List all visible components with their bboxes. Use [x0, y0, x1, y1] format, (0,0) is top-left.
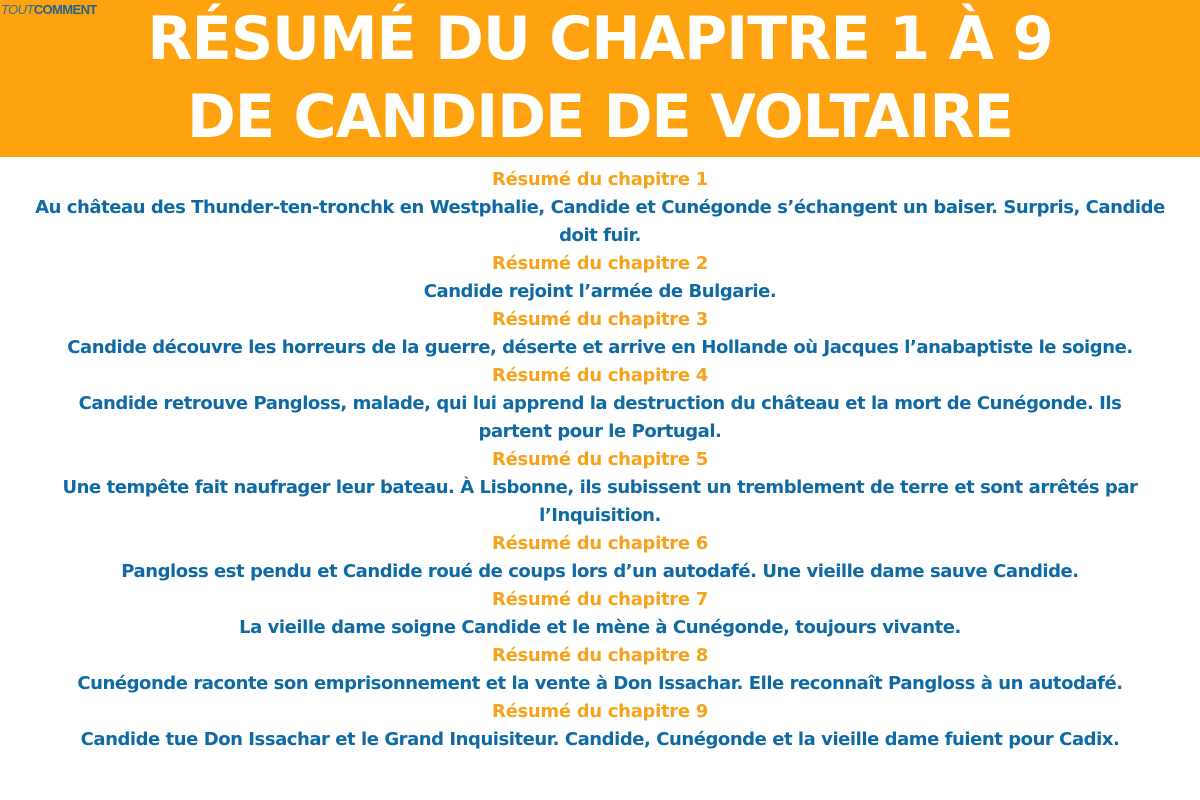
title-line-2: DE CANDIDE DE VOLTAIRE: [187, 82, 1013, 152]
header-banner: [0, 0, 1200, 157]
chapter-entry-2: [0, 250, 1200, 306]
title-line-1: RÉSUMÉ DU CHAPITRE 1 À 9: [147, 4, 1053, 74]
chapter-summary: Candide tue Don Issachar et le Grand Inquisiteur. Candide, Cunégonde et la vieille dame fuient pour Cadix.: [80, 729, 1120, 750]
chapter-entry-1: [0, 166, 1200, 250]
chapter-entry-3: [0, 306, 1200, 362]
page-title: [0, 0, 1200, 156]
logo-part-tout: TOUT: [1, 2, 34, 17]
chapter-heading: Résumé du chapitre 8: [492, 645, 708, 666]
chapter-summary: Au château des Thunder-ten-tronchk en Westphalie, Candide et Cunégonde s’échangent un baiser. Surpris, Candide doit fuir.: [35, 197, 1165, 246]
chapter-entry-8: [0, 642, 1200, 698]
chapter-entry-5: [0, 446, 1200, 530]
chapter-heading: Résumé du chapitre 4: [492, 365, 708, 386]
chapter-summaries: [0, 166, 1200, 754]
chapter-summary: Pangloss est pendu et Candide roué de coups lors d’un autodafé. Une vieille dame sauve Candide.: [121, 561, 1079, 582]
logo-part-comment: COMMENT: [33, 2, 97, 17]
chapter-entry-7: [0, 586, 1200, 642]
chapter-heading: Résumé du chapitre 2: [492, 253, 708, 274]
chapter-entry-9: [0, 698, 1200, 754]
chapter-summary: Candide retrouve Pangloss, malade, qui lui apprend la destruction du château et la mort de Cunégonde. Ils partent pour le Portugal.: [78, 393, 1122, 442]
chapter-summary: Cunégonde raconte son emprisonnement et la vente à Don Issachar. Elle reconnaît Pangloss à un autodafé.: [77, 673, 1123, 694]
chapter-heading: Résumé du chapitre 6: [492, 533, 708, 554]
chapter-summary: Candide découvre les horreurs de la guerre, déserte et arrive en Hollande où Jacques l’anabaptiste le soigne.: [67, 337, 1133, 358]
chapter-heading: Résumé du chapitre 7: [492, 589, 708, 610]
chapter-entry-6: [0, 530, 1200, 586]
chapter-summary: Une tempête fait naufrager leur bateau. À Lisbonne, ils subissent un tremblement de terre et sont arrêtés par l’Inquisition.: [62, 477, 1138, 526]
chapter-heading: Résumé du chapitre 1: [492, 169, 708, 190]
chapter-summary: La vieille dame soigne Candide et le mène à Cunégonde, toujours vivante.: [239, 617, 961, 638]
chapter-summary: Candide rejoint l’armée de Bulgarie.: [423, 281, 777, 302]
chapter-heading: Résumé du chapitre 3: [492, 309, 708, 330]
chapter-heading: Résumé du chapitre 9: [492, 701, 708, 722]
chapter-entry-4: [0, 362, 1200, 446]
chapter-heading: Résumé du chapitre 5: [492, 449, 708, 470]
